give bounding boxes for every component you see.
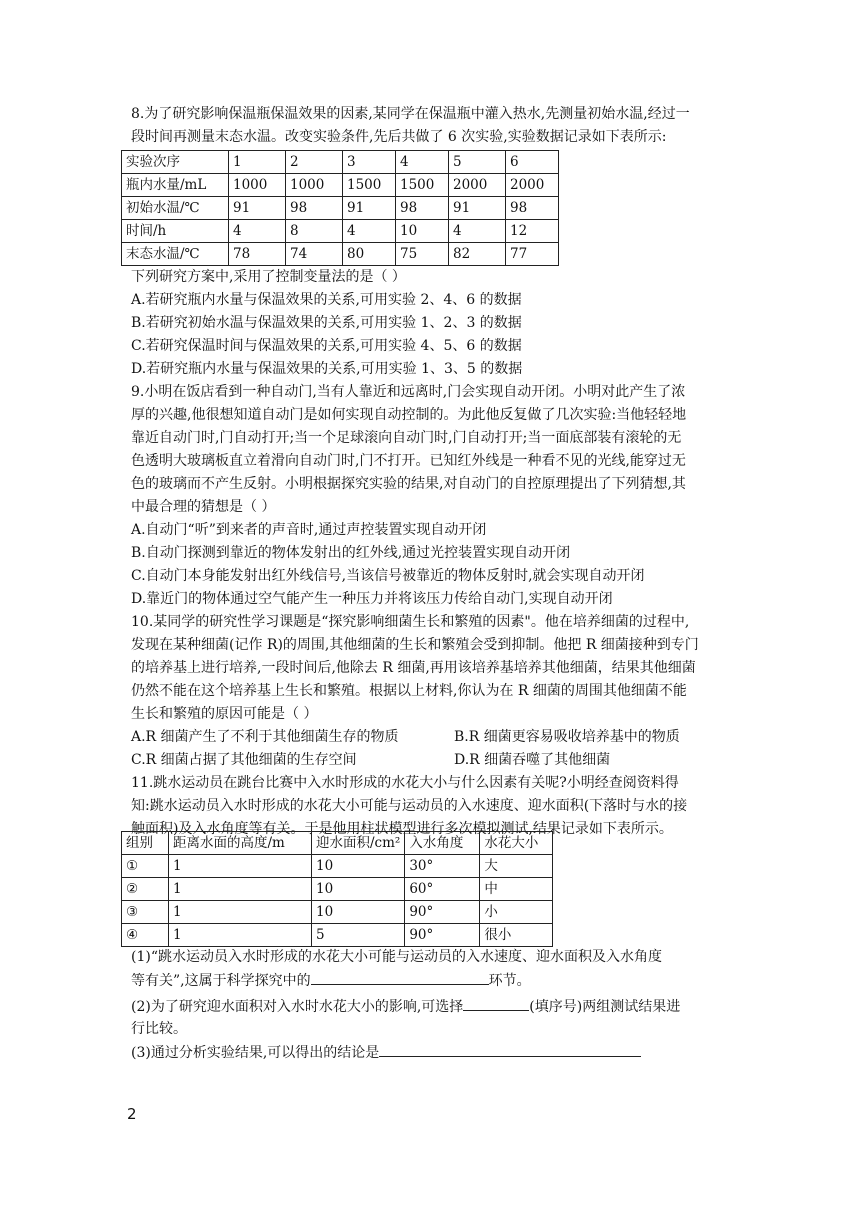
q11-part1-suffix: 环节。 [488, 973, 531, 989]
q8-table-cell: 98 [396, 197, 449, 220]
q11-table-header-cell: 迎水面积/cm² [312, 832, 405, 855]
q8-table-row [122, 220, 559, 243]
q11-table-row [122, 855, 553, 878]
q10-option-a: A.R 细菌产生了不利于其他细菌生存的物质 [131, 729, 399, 745]
q10-line-1: 10.某同学的研究性学习课题是“探究影响细菌生长和繁殖的因素"。他在培养细菌的过程中, [131, 614, 690, 630]
q11-part1-text: 等有关”,这属于科学探究中的 [131, 973, 311, 989]
q11-table-header-cell: 入水角度 [405, 832, 480, 855]
q8-table-cell: 12 [506, 220, 559, 243]
q10-option-b: B.R 细菌更容易吸收培养基中的物质 [454, 729, 680, 745]
q11-line-1: 11.跳水运动员在跳台比赛中入水时形成的水花大小与什么因素有关呢?小明经查阅资料得 [131, 775, 679, 791]
q11-part2-suffix: (填序号)两组测试结果进 [529, 999, 681, 1015]
q8-table-cell: 初始水温/℃ [122, 197, 229, 220]
q8-table-cell: 4 [396, 151, 449, 174]
q8-table-cell: 末态水温/℃ [122, 243, 229, 266]
q8-table-cell: 80 [343, 243, 396, 266]
q8-table-cell: 78 [229, 243, 286, 266]
q11-table-cell: 1 [169, 855, 312, 878]
q11-table-cell: 60° [405, 878, 480, 901]
q8-table-cell: 82 [449, 243, 506, 266]
q8-table-cell: 1500 [396, 174, 449, 197]
q11-table-header-cell: 距离水面的高度/m [169, 832, 312, 855]
answer-blank-2[interactable] [463, 995, 529, 1011]
q8-table-cell: 时间/h [122, 220, 229, 243]
q11-table-cell: ① [122, 855, 169, 878]
q9-option-d: D.靠近门的物体通过空气能产生一种压力并将该压力传给自动门,实现自动开闭 [131, 591, 613, 607]
answer-blank-1[interactable] [311, 969, 489, 985]
q8-table-cell: 91 [229, 197, 286, 220]
q11-table-cell: ③ [122, 901, 169, 924]
q11-part1-line-1: (1)“跳水运动员入水时形成的水花大小可能与运动员的入水速度、迎水面积及入水角度 [131, 949, 662, 965]
q9-option-c: C.自动门本身能发射出红外线信号,当该信号被靠近的物体反射时,就会实现自动开闭 [131, 568, 645, 584]
q9-line-6: 中最合理的猜想是（ ） [131, 499, 276, 515]
q11-part2-text: (2)为了研究迎水面积对入水时水花大小的影响,可选择 [131, 999, 464, 1015]
q8-question: 下列研究方案中,采用了控制变量法的是（ ） [131, 269, 406, 285]
q11-table-header-cell: 组别 [122, 832, 169, 855]
q9-option-b: B.自动门探测到靠近的物体发射出的红外线,通过光控装置实现自动开闭 [131, 545, 571, 561]
q8-table-cell: 98 [286, 197, 343, 220]
q8-table-cell: 2000 [449, 174, 506, 197]
q10-option-d: D.R 细菌吞噬了其他细菌 [454, 752, 611, 768]
q11-line-2: 知:跳水运动员入水时形成的水花大小可能与运动员的入水速度、迎水面积(下落时与水的接 [131, 798, 688, 814]
q8-table-cell: 91 [449, 197, 506, 220]
q11-table-row [122, 924, 553, 947]
q8-table-cell: 实验次序 [122, 151, 229, 174]
q8-table-cell: 75 [396, 243, 449, 266]
q11-table-header-cell: 水花大小 [480, 832, 553, 855]
q11-table-cell: 10 [312, 878, 405, 901]
q8-option-b: B.若研究初始水温与保温效果的关系,可用实验 1、2、3 的数据 [131, 315, 522, 331]
q8-table-cell: 1500 [343, 174, 396, 197]
q11-data-table [121, 831, 553, 947]
q9-option-a: A.自动门“听”到来者的声音时,通过声控装置实现自动开闭 [131, 522, 487, 538]
q11-table-cell: 90° [405, 924, 480, 947]
q11-table-cell: 10 [312, 855, 405, 878]
q11-part1-line-2 [131, 969, 531, 992]
q8-table-cell: 4 [449, 220, 506, 243]
q8-table-row [122, 151, 559, 174]
q8-stem-line-2: 段时间再测量末态水温。改变实验条件,先后共做了 6 次实验,实验数据记录如下表所示: [131, 129, 667, 145]
q8-table-cell: 6 [506, 151, 559, 174]
q11-part2-line-2: 行比较。 [131, 1021, 187, 1037]
q8-table-cell: 8 [286, 220, 343, 243]
q8-table-cell: 10 [396, 220, 449, 243]
q8-table-row [122, 174, 559, 197]
q8-table-cell: 5 [449, 151, 506, 174]
q11-table-cell: 小 [480, 901, 553, 924]
q8-table-cell: 98 [506, 197, 559, 220]
q8-table-cell: 1 [229, 151, 286, 174]
q9-line-3: 靠近自动门时,门自动打开;当一个足球滚向自动门时,门自动打开;当一面底部装有滚轮的无 [131, 430, 682, 446]
q9-line-5: 色的玻璃而不产生反射。小明根据探究实验的结果,对自动门的自控原理提出了下列猜想,其 [131, 476, 686, 492]
q8-table-cell: 2000 [506, 174, 559, 197]
q11-part3-text: (3)通过分析实验结果,可以得出的结论是 [131, 1045, 380, 1061]
q8-table-cell: 74 [286, 243, 343, 266]
q11-table-cell: 很小 [480, 924, 553, 947]
q11-part2-line-1 [131, 995, 680, 1018]
q11-table-cell: 1 [169, 878, 312, 901]
q8-table-cell: 4 [343, 220, 396, 243]
q11-table-cell: 10 [312, 901, 405, 924]
q10-option-c: C.R 细菌占据了其他细菌的生存空间 [131, 752, 357, 768]
q11-table-row [122, 878, 553, 901]
q8-table-cell: 1000 [229, 174, 286, 197]
q11-part3-line [131, 1041, 641, 1064]
q8-table-cell: 4 [229, 220, 286, 243]
q8-stem-line-1: 8.为了研究影响保温瓶保温效果的因素,某同学在保温瓶中灌入热水,先测量初始水温,经过一 [131, 106, 690, 122]
q11-table-cell: ④ [122, 924, 169, 947]
q11-table-header [122, 832, 553, 855]
q8-table-cell: 瓶内水量/mL [122, 174, 229, 197]
q11-table-cell: 30° [405, 855, 480, 878]
q11-line-3: 触面积)及入水角度等有关。于是他用柱状模型进行多次模拟测试,结果记录如下表所示。 [131, 821, 673, 837]
q11-table-cell: ② [122, 878, 169, 901]
q8-option-a: A.若研究瓶内水量与保温效果的关系,可用实验 2、4、6 的数据 [131, 292, 522, 308]
q10-line-4: 仍然不能在这个培养基上生长和繁殖。根据以上材料,你认为在 R 细菌的周围其他细菌不能 [131, 683, 687, 699]
q9-line-2: 厚的兴趣,他很想知道自动门是如何实现自动控制的。为此他反复做了几次实验:当他轻轻地 [131, 407, 687, 423]
q11-table-cell: 中 [480, 878, 553, 901]
q11-table-cell: 90° [405, 901, 480, 924]
q11-table-cell: 5 [312, 924, 405, 947]
q8-table-cell: 77 [506, 243, 559, 266]
q8-option-c: C.若研究保温时间与保温效果的关系,可用实验 4、5、6 的数据 [131, 338, 522, 354]
q11-table-cell: 1 [169, 901, 312, 924]
q8-table-cell: 91 [343, 197, 396, 220]
q11-table-row [122, 901, 553, 924]
q8-table-cell: 1000 [286, 174, 343, 197]
q10-line-5: 生长和繁殖的原因可能是（ ） [131, 706, 318, 722]
q10-line-2: 发现在某种细菌(记作 R)的周围,其他细菌的生长和繁殖会受到抑制。他把 R 细菌接种到专门 [131, 637, 699, 653]
q9-line-1: 9.小明在饭店看到一种自动门,当有人靠近和远离时,门会实现自动开闭。小明对此产生了浓 [131, 384, 686, 400]
q11-table-cell: 1 [169, 924, 312, 947]
q11-table-cell: 大 [480, 855, 553, 878]
q8-data-table [121, 150, 559, 266]
q8-option-d: D.若研究瓶内水量与保温效果的关系,可用实验 1、3、5 的数据 [131, 361, 523, 377]
q8-table-cell: 2 [286, 151, 343, 174]
q8-table-cell: 3 [343, 151, 396, 174]
q8-table-row [122, 243, 559, 266]
q10-line-3: 的培养基上进行培养,一段时间后,他除去 R 细菌,再用该培养基培养其他细菌，结果其他细菌 [131, 660, 696, 676]
answer-blank-3[interactable] [379, 1041, 641, 1057]
q8-table-row [122, 197, 559, 220]
q9-line-4: 色透明大玻璃板直立着滑向自动门时,门不打开。已知红外线是一种看不见的光线,能穿过无 [131, 453, 686, 469]
page-number: 2 [127, 1105, 137, 1123]
